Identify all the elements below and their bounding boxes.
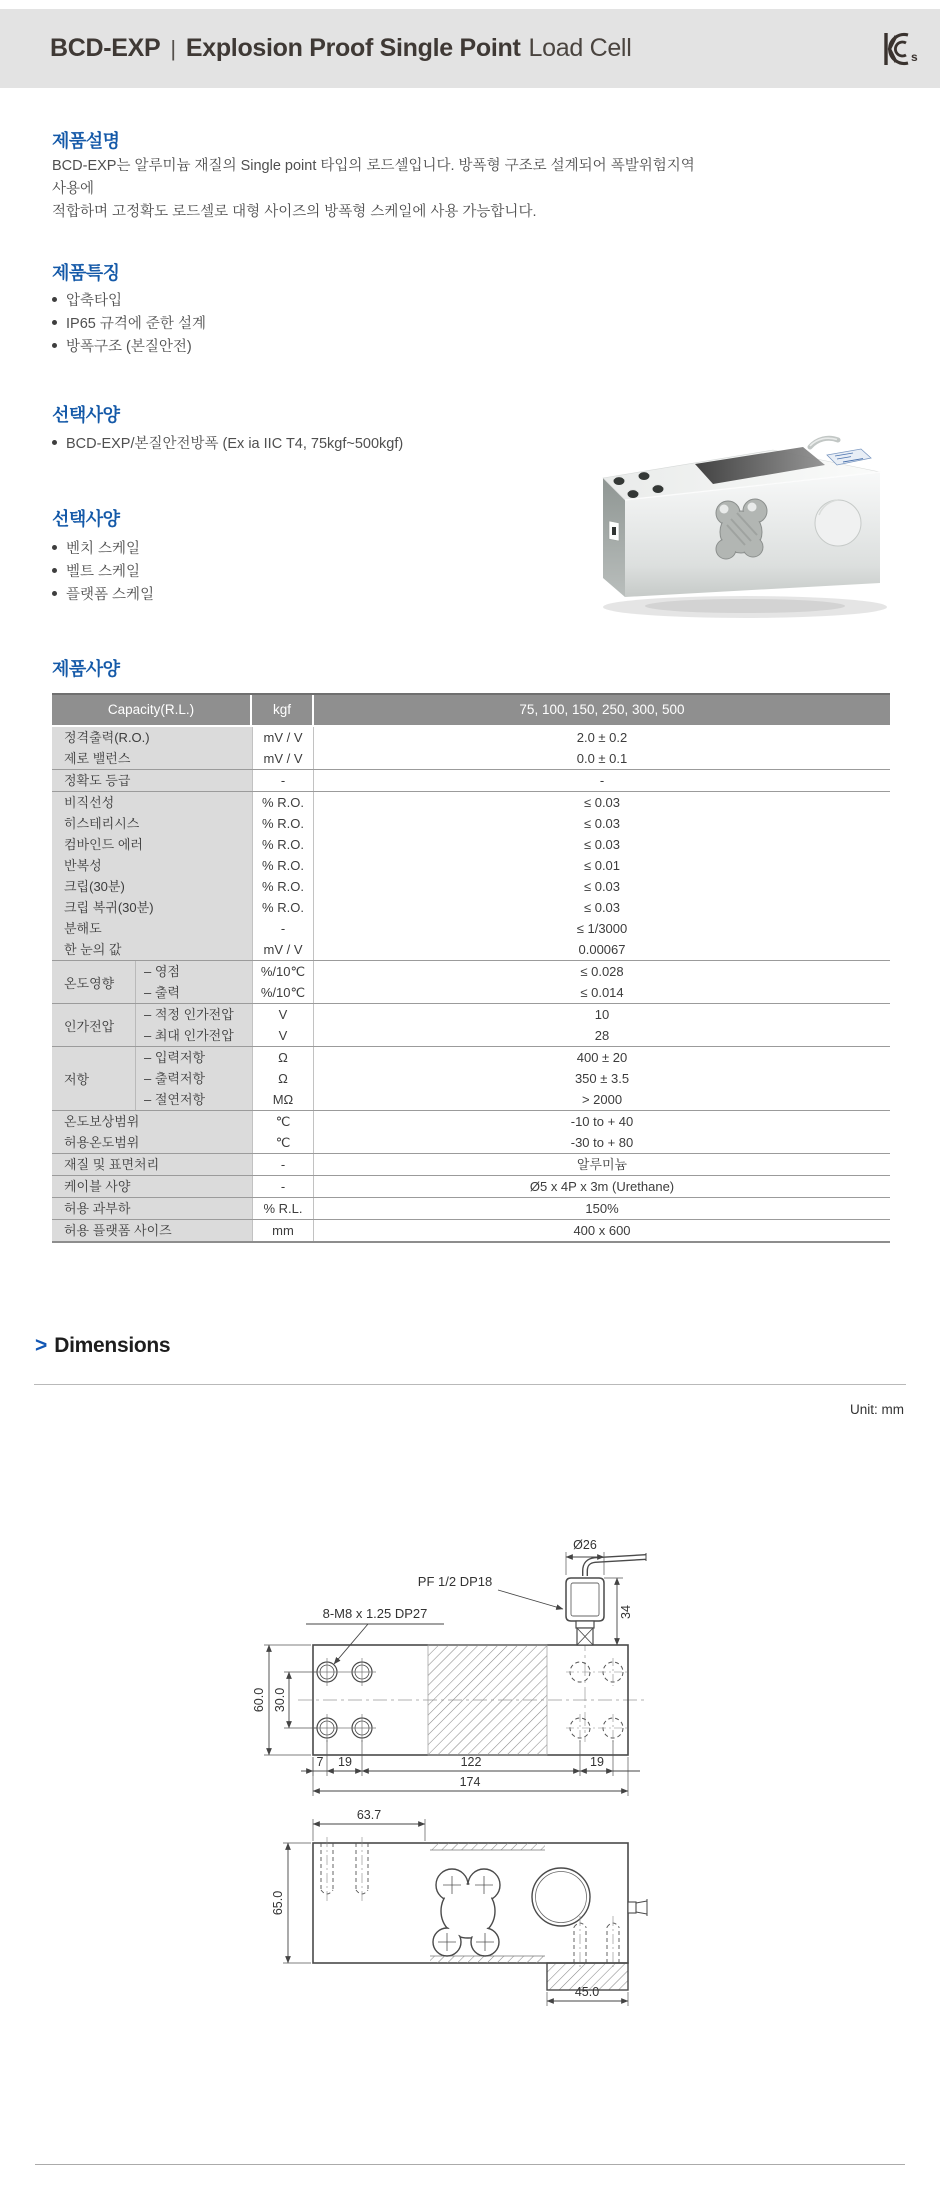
spec-value-cell: 150%: [585, 1201, 619, 1216]
spec-unit-cell: -: [252, 918, 314, 939]
spec-label-cell: 제로 밸런스: [52, 748, 252, 769]
spec-row: [52, 748, 890, 769]
dim-label-63-7: 63.7: [356, 1808, 382, 1822]
spec-row: [52, 876, 890, 897]
dim-label-60: 60.0: [252, 1687, 266, 1713]
bullet-icon: [52, 440, 57, 445]
spec-value-cell: 28: [594, 1028, 610, 1043]
spec-row: [52, 834, 890, 855]
spec-value-cell: 350 ± 3.5: [574, 1071, 630, 1086]
spec-group: [52, 791, 890, 960]
list-item-label: BCD-EXP/본질안전방폭 (Ex ia IIC T4, 75kgf~500kgf): [66, 436, 404, 452]
spec-unit-cell: % R.O.: [252, 897, 314, 918]
dim-label-7: 7: [316, 1755, 324, 1769]
spec-group: [52, 727, 890, 769]
spec-label-cell: 케이블 사양: [52, 1176, 252, 1197]
model-name: BCD-EXP: [50, 34, 161, 62]
list-item: [52, 288, 206, 311]
spec-sublabel-cell: – 절연저항: [135, 1089, 252, 1110]
spec-unit-cell: % R.O.: [252, 834, 314, 855]
spec-label-cell: 비직선성: [52, 792, 252, 813]
spec-value-cell: ≤ 0.014: [580, 985, 624, 1000]
spec-unit-cell: V: [252, 1004, 314, 1025]
spec-unit-cell: % R.L.: [252, 1198, 314, 1219]
spec-value-cell: ≤ 0.028: [580, 964, 624, 979]
spec-label-cell: 온도보상범위: [52, 1111, 252, 1132]
spec-row: [52, 1176, 890, 1197]
spec-label-cell: 정확도 등급: [52, 770, 252, 791]
spec-sublabel-cell: – 적정 인가전압: [135, 1004, 252, 1025]
dim-label-30: 30.0: [273, 1687, 287, 1713]
spec-group: [52, 960, 890, 1003]
spec-value-cell: 400 x 600: [573, 1223, 631, 1238]
spec-value-cell: Ø5 x 4P x 3m (Urethane): [529, 1179, 675, 1194]
spec-value-cell: ≤ 0.03: [583, 837, 621, 852]
spec-value-cell: 0.00067: [578, 942, 626, 957]
dimensions-title: Dimensions: [54, 1334, 171, 1357]
list-item-label: 방폭구조 (본질안전): [66, 339, 192, 355]
spec-unit-cell: -: [252, 1176, 314, 1197]
chevron-right-icon: >: [35, 1334, 48, 1357]
dim-label-dia26: Ø26: [573, 1538, 597, 1552]
bullet-icon: [52, 343, 57, 348]
spec-sublabel-cell: – 출력저항: [135, 1068, 252, 1089]
spec-label-cell: 반복성: [52, 855, 252, 876]
section-title-description: 제품설명: [52, 131, 120, 151]
spec-row: [52, 1111, 890, 1132]
list-item-label: 플랫폼 스케일: [66, 587, 155, 603]
dimension-drawing: [0, 1430, 940, 2070]
description-line: BCD-EXP는 알루미늄 재질의 Single point 타입의 로드셀입니다. 방폭형 구조로 설계되어 폭발위험지역 사용에: [52, 158, 695, 197]
spec-sublabel-cell: – 출력: [135, 982, 252, 1003]
dim-label-174: 174: [459, 1775, 481, 1789]
unit-label: Unit: mm: [850, 1402, 904, 1417]
spec-label-cell: 분해도: [52, 918, 252, 939]
bullet-icon: [52, 297, 57, 302]
section-title-specs: 제품사양: [52, 659, 120, 679]
list-item: [52, 334, 206, 357]
spec-label-cell: 허용 플랫폼 사이즈: [52, 1220, 252, 1241]
list-item: [52, 536, 154, 559]
spec-unit-cell: %/10℃: [252, 982, 314, 1003]
spec-unit-cell: % R.O.: [252, 876, 314, 897]
spec-label-cell: 재질 및 표면처리: [52, 1154, 252, 1175]
spec-value-cell: 400 ± 20: [576, 1050, 628, 1065]
spec-label-cell: 컴바인드 에러: [52, 834, 252, 855]
spec-unit-cell: mV / V: [252, 939, 314, 960]
spec-table-header: [52, 695, 890, 725]
kcs-certification-icon: [880, 28, 924, 72]
gland-callout-label: PF 1/2 DP18: [417, 1574, 493, 1589]
dim-label-19-right: 19: [590, 1755, 604, 1769]
dim-label-19-left: 19: [338, 1755, 352, 1769]
spec-unit-cell: ℃: [252, 1132, 314, 1153]
spec-value-cell: 0.0 ± 0.1: [576, 751, 628, 766]
bullet-icon: [52, 320, 57, 325]
dimensions-header: [35, 1334, 170, 1358]
spec-group: [52, 1197, 890, 1219]
list-item: [52, 559, 154, 582]
drawing-side-view: [271, 1808, 647, 2006]
spec-unit-cell: ℃: [252, 1111, 314, 1132]
options2-list: [52, 536, 154, 605]
spec-row: [52, 918, 890, 939]
spec-table: [52, 693, 890, 1243]
description-paragraph: [52, 155, 702, 224]
spec-row: [52, 855, 890, 876]
list-item: [52, 582, 154, 605]
spec-label-cell: 크립(30분): [52, 876, 252, 897]
spec-unit-cell: Ω: [252, 1068, 314, 1089]
spec-value-cell: ≤ 0.03: [583, 900, 621, 915]
spec-row: [52, 813, 890, 834]
list-item: [52, 311, 206, 334]
spec-group: [52, 1046, 890, 1110]
spec-group-label: 인가전압: [52, 1004, 135, 1046]
spec-value-cell: 2.0 ± 0.2: [576, 730, 628, 745]
header-cell: 75, 100, 150, 250, 300, 500: [519, 702, 685, 717]
spec-group: [52, 1153, 890, 1175]
spec-row: [135, 1068, 890, 1089]
page-title: [50, 9, 631, 88]
title-separator: |: [170, 35, 176, 61]
dim-label-34: 34: [619, 1605, 633, 1619]
section-title-features: 제품특징: [52, 263, 120, 283]
list-item-label: 벨트 스케일: [66, 564, 141, 580]
spec-value-cell: ≤ 1/3000: [576, 921, 628, 936]
list-item-label: 압축타입: [66, 293, 123, 309]
bullet-icon: [52, 568, 57, 573]
list-item-label: IP65 규격에 준한 설계: [66, 316, 206, 332]
spec-value-cell: 알루미늄: [576, 1157, 628, 1172]
product-photo: [595, 435, 905, 635]
section-title-options1: 선택사양: [52, 405, 120, 425]
header-cell: kgf: [252, 695, 314, 725]
spec-row: [52, 897, 890, 918]
spec-unit-cell: mV / V: [252, 727, 314, 748]
spec-group: [52, 769, 890, 791]
spec-unit-cell: % R.O.: [252, 855, 314, 876]
header-bar: [0, 9, 940, 88]
spec-unit-cell: V: [252, 1025, 314, 1046]
title-product-type: Load Cell: [528, 34, 632, 62]
description-line: 적합하며 고정확도 로드셀로 대형 사이즈의 방폭형 스케일에 사용 가능합니다.: [52, 204, 537, 220]
bullet-icon: [52, 591, 57, 596]
spec-label-cell: 허용온도범위: [52, 1132, 252, 1153]
spec-group: [52, 1219, 890, 1241]
spec-row: [135, 961, 890, 982]
list-item-label: 벤치 스케일: [66, 541, 141, 557]
spec-sublabel-cell: – 최대 인가전압: [135, 1025, 252, 1046]
spec-value-cell: -30 to + 80: [570, 1135, 634, 1150]
spec-row: [52, 939, 890, 960]
spec-value-cell: 10: [594, 1007, 610, 1022]
title-main: Explosion Proof Single Point: [185, 34, 521, 62]
footer-divider: [35, 2164, 905, 2165]
spec-row: [135, 1025, 890, 1046]
spec-row: [135, 1047, 890, 1068]
section-title-options2: 선택사양: [52, 509, 120, 529]
spec-row: [52, 1220, 890, 1241]
kcs-suffix: s: [911, 50, 918, 64]
spec-value-cell: ≤ 0.03: [583, 879, 621, 894]
spec-value-cell: -10 to + 40: [570, 1114, 634, 1129]
spec-value-cell: -: [599, 773, 605, 788]
spec-value-cell: > 2000: [581, 1092, 623, 1107]
header-cell: Capacity(R.L.): [52, 695, 252, 725]
drawing-plan-view: [252, 1538, 648, 1796]
spec-unit-cell: mV / V: [252, 748, 314, 769]
spec-value-cell: ≤ 0.03: [583, 816, 621, 831]
spec-label-cell: 정격출력(R.O.): [52, 727, 252, 748]
spec-unit-cell: -: [252, 770, 314, 791]
spec-group-label: 저항: [52, 1047, 135, 1110]
spec-group: [52, 1175, 890, 1197]
spec-row: [135, 1089, 890, 1110]
spec-sublabel-cell: – 영점: [135, 961, 252, 982]
spec-unit-cell: % R.O.: [252, 792, 314, 813]
spec-unit-cell: Ω: [252, 1047, 314, 1068]
spec-group-label: 온도영향: [52, 961, 135, 1003]
spec-row: [52, 792, 890, 813]
spec-group: [52, 1110, 890, 1153]
spec-unit-cell: %/10℃: [252, 961, 314, 982]
spec-label-cell: 크립 복귀(30분): [52, 897, 252, 918]
spec-row: [135, 982, 890, 1003]
spec-label-cell: 히스테리시스: [52, 813, 252, 834]
spec-group: [52, 1003, 890, 1046]
spec-unit-cell: mm: [252, 1220, 314, 1241]
spec-value-cell: ≤ 0.01: [583, 858, 621, 873]
spec-unit-cell: % R.O.: [252, 813, 314, 834]
spec-row: [135, 1004, 890, 1025]
spec-row: [52, 770, 890, 791]
spec-unit-cell: -: [252, 1154, 314, 1175]
dim-label-45: 45.0: [574, 1985, 600, 1999]
divider: [34, 1384, 906, 1385]
spec-row: [52, 1154, 890, 1175]
dim-label-65: 65.0: [271, 1890, 285, 1916]
spec-label-cell: 허용 과부하: [52, 1198, 252, 1219]
dim-label-122: 122: [460, 1755, 482, 1769]
thread-callout-label: 8-M8 x 1.25 DP27: [322, 1606, 428, 1621]
spec-unit-cell: MΩ: [252, 1089, 314, 1110]
list-item: [52, 431, 403, 454]
spec-sublabel-cell: – 입력저항: [135, 1047, 252, 1068]
spec-value-cell: ≤ 0.03: [583, 795, 621, 810]
spec-label-cell: 한 눈의 값: [52, 939, 252, 960]
spec-row: [52, 727, 890, 748]
options1-list: [52, 431, 403, 454]
bullet-icon: [52, 545, 57, 550]
spec-row: [52, 1132, 890, 1153]
features-list: [52, 288, 206, 357]
spec-row: [52, 1198, 890, 1219]
